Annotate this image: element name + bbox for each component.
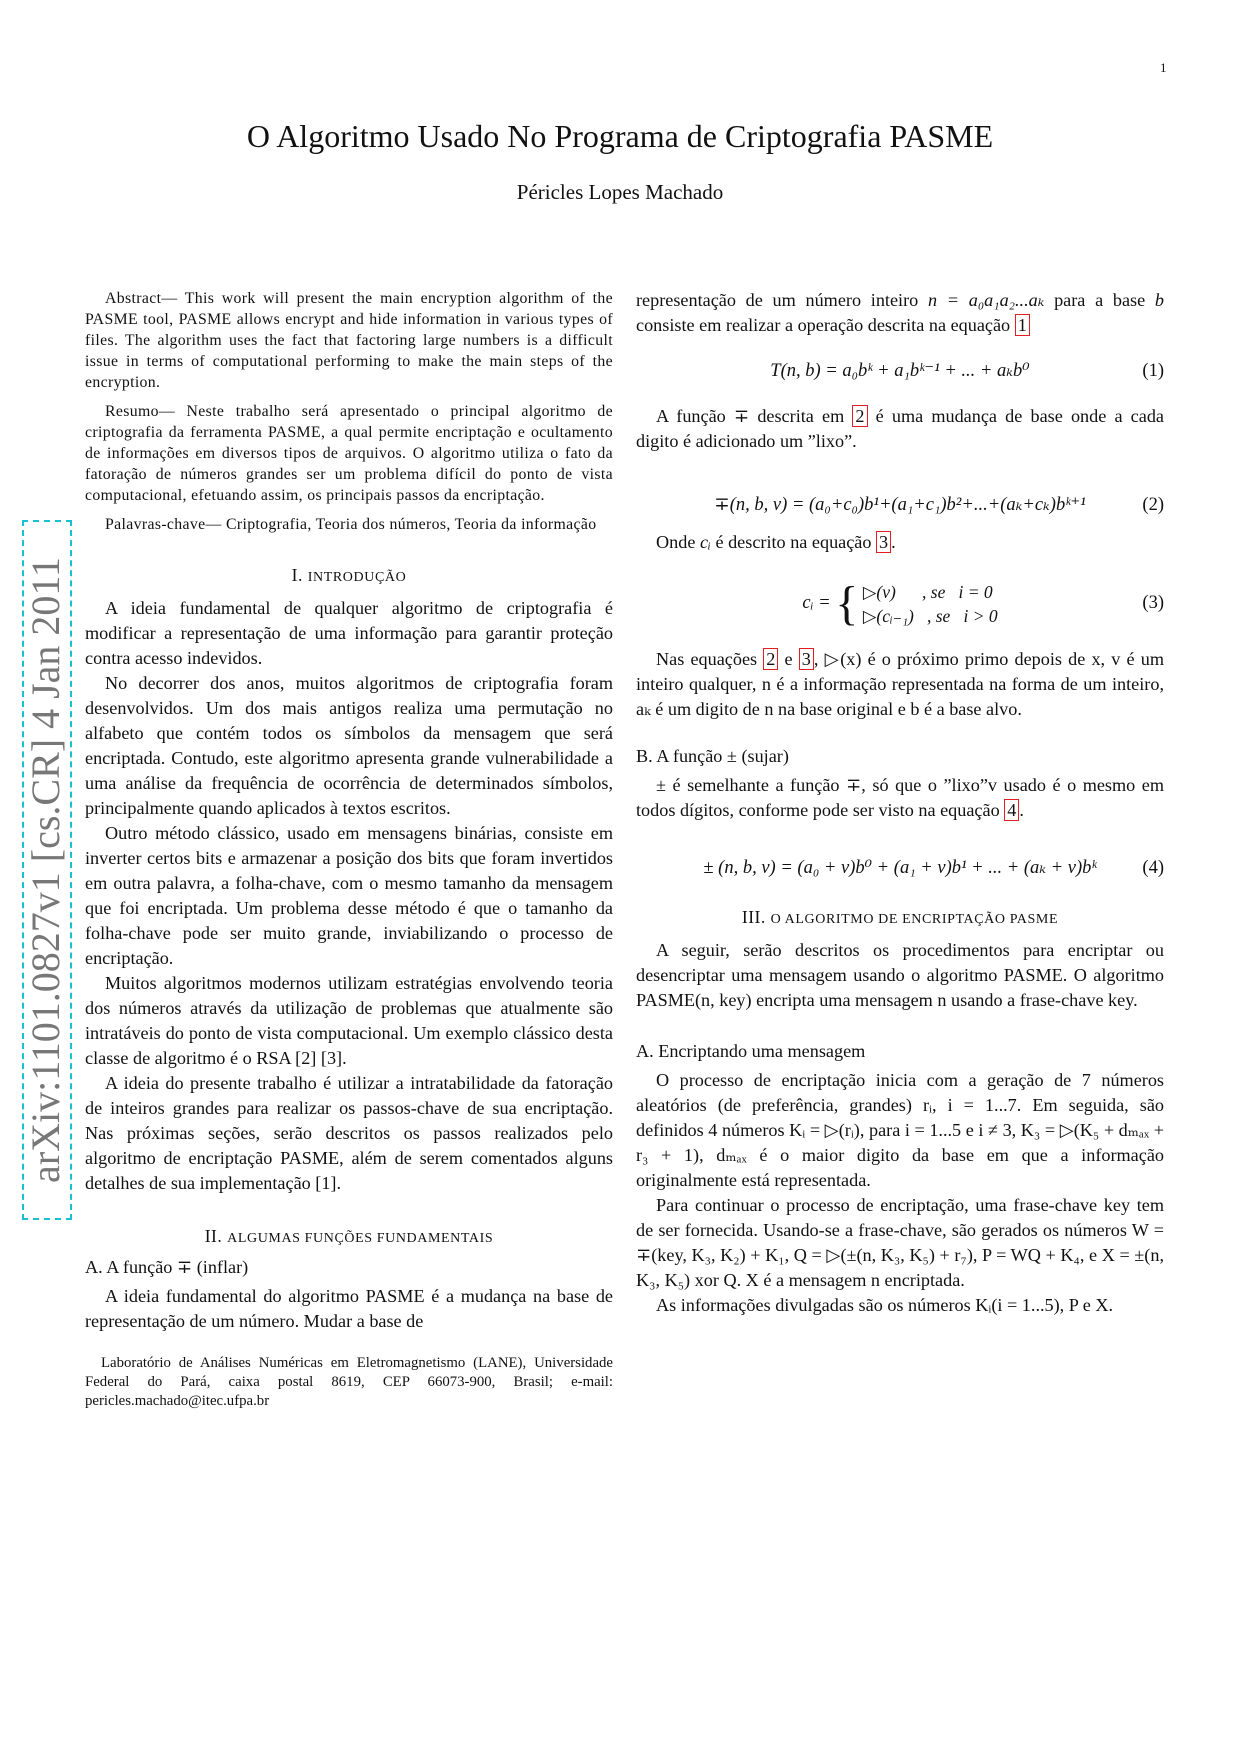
paper-title: O Algoritmo Usado No Programa de Criptografia PASME	[246, 118, 994, 154]
equation-lhs: cᵢ =	[802, 593, 831, 613]
resumo: Resumo— Neste trabalho será apresentado o principal algoritmo de criptografia da ferramenta PASME, a qual permite encriptação e ocultamento de informações em diversos tipos de arquivos. O algoritmo utiliza o fato da fatoração de números grandes ser um problema difícil do ponto de vista computacional, efetuando assim, os principais passos da encriptação.	[85, 403, 613, 504]
paragraph: A ideia do presente trabalho é utilizar a intratabilidade da fatoração de inteiros grandes para realizar os passos-chave de sua encriptação. Nas próximas seções, serão descritos os passos realizados pelo algoritmo de encriptação PASME, além de serem comentados alguns detalhes de sua implementação [1].	[85, 1073, 613, 1193]
equation-number: (4)	[1142, 858, 1164, 878]
footnote: Laboratório de Análises Numéricas em Eletromagnetismo (LANE), Universidade Federal do Pará, caixa postal 8619, CEP 66073-900, Brasil; e-mail: pericles.machado@itec.ufpa.br	[85, 1355, 613, 1409]
text: Onde	[656, 532, 700, 552]
subsection-heading: A. A função ∓ (inflar)	[85, 1257, 249, 1277]
equation-1	[636, 356, 1164, 386]
text: e	[778, 649, 799, 669]
left-column	[85, 288, 613, 1411]
equation-number: (3)	[1142, 593, 1164, 613]
section-title: ALGUMAS FUNÇÕES FUNDAMENTAIS	[227, 1231, 494, 1246]
text: Nas equações	[656, 649, 764, 669]
paragraph	[636, 647, 1164, 722]
paragraph: A seguir, serão descritos os procedimentos para encriptar ou desencriptar uma mensagem usando o algoritmo PASME. O algoritmo PASME(n, key) encripta uma mensagem n usando a frase-chave key.	[636, 940, 1164, 1010]
equation-number: (1)	[1142, 361, 1164, 381]
paragraph: A ideia fundamental do algoritmo PASME é a mudança na base de representação de um número. Mudar a base de	[85, 1286, 613, 1331]
text: A função ∓ descrita em	[656, 406, 853, 426]
subsection-heading: B. A função ± (sujar)	[636, 746, 789, 766]
text: ± é semelhante a função ∓, só que o ”lixo”v usado é o mesmo em todos dígitos, conforme pode ser visto na equação	[636, 775, 1164, 820]
paragraph: No decorrer dos anos, muitos algoritmos de criptografia foram desenvolvidos. Um dos mais antigos realiza uma permutação no alfabeto que contém todos os símbolos da mensagem que será encriptada. Contudo, este algoritmo apresenta grande vulnerabilidade a uma análise da frequência de ocorrência de determinados símbolos, principalmente quando aplicados à textos escritos.	[85, 673, 613, 818]
equation-link[interactable]: 2	[763, 648, 778, 670]
equation-2	[636, 490, 1164, 520]
text: , ▷(x) é o próximo primo depois de x, v é um inteiro qualquer, n é a informação representada na forma de um inteiro, aₖ é um digito de n na base original e b é a base alvo.	[636, 649, 1165, 719]
subsection-heading: A. Encriptando uma mensagem	[636, 1041, 866, 1061]
abstract: Abstract— This work will present the main encryption algorithm of the PASME tool, PASME allows encrypt and hide information in various types of files. The algorithm uses the fact that factoring large numbers is a difficult issue in terms of computational performing to make the main steps of the encryption.	[85, 290, 613, 391]
text: representação de um número inteiro	[636, 290, 928, 310]
section-number: II.	[204, 1226, 223, 1246]
paragraph: Outro método clássico, usado em mensagens binárias, consiste em inverter certos bits e armazenar a posição dos bits que foram invertidos em outra palavra, a folha-chave, com o mesmo tamanho da mensagem que foi encriptada. Um problema desse método é que o tamanho da folha-chave pode ser muito grande, inviabilizando o processo de encriptação.	[85, 823, 613, 968]
case-row: ▷(cᵢ₋₁) , se i > 0	[862, 605, 998, 626]
equation-link[interactable]: 3	[876, 531, 891, 553]
equation-number: (2)	[1142, 495, 1164, 515]
paragraph: O processo de encriptação inicia com a geração de 7 números aleatórios (de preferência, grandes) rᵢ, i = 1...7. Em seguida, são definidos 4 números Kᵢ = ▷(rᵢ), para i = 1...5 e i ≠ 3, K₃ = ▷(K₅ + dₘₐₓ + r₃ + 1), dₘₐₓ é o maior digito da base em que a informação originalmente está representada.	[636, 1070, 1164, 1190]
math: n = a₀a₁a₂...aₖ	[927, 290, 1045, 310]
author: Péricles Lopes Machado	[516, 180, 724, 204]
paragraph: As informações divulgadas são os números Kᵢ(i = 1...5), P e X.	[656, 1295, 1114, 1315]
equation-link[interactable]: 1	[1015, 314, 1030, 336]
arxiv-stamp[interactable]: arXiv:1101.0827v1 [cs.CR] 4 Jan 2011	[22, 520, 72, 1220]
section-title: INTRODUÇÃO	[307, 570, 407, 585]
page-number: 1	[1160, 60, 1167, 75]
paragraph: A ideia fundamental de qualquer algoritmo de criptografia é modificar a representação de uma informação para garantir proteção contra acesso indevidos.	[85, 598, 613, 668]
text: é descrito na equação	[710, 532, 877, 552]
text: .	[891, 532, 896, 552]
equation-link[interactable]: 4	[1004, 799, 1019, 821]
cases	[863, 580, 998, 628]
brace: {	[835, 576, 859, 630]
section-number: I.	[291, 565, 303, 585]
keywords: Palavras-chave— Criptografia, Teoria dos números, Teoria da informação	[105, 516, 597, 533]
paragraph: Muitos algoritmos modernos utilizam estratégias envolvendo teoria dos números através da utilização de problemas que atualmente são intratáveis do ponto de vista computacional. Um exemplo clássico desta classe de algoritmo é o RSA [2] [3].	[85, 973, 613, 1068]
section-title: O ALGORITMO DE ENCRIPTAÇÃO PASME	[770, 912, 1059, 927]
math: b	[1154, 290, 1164, 310]
equation-body: T(n, b) = a₀bᵏ + a₁bᵏ⁻¹ + ... + aₖb⁰	[770, 361, 1030, 381]
equation-link[interactable]: 2	[852, 405, 867, 427]
paragraph	[636, 404, 1164, 454]
text: é uma mudança de base onde a cada digito é adicionado um ”lixo”.	[636, 406, 1164, 451]
section-number: III.	[741, 907, 766, 927]
equation-link[interactable]: 3	[799, 648, 814, 670]
right-column	[636, 288, 1164, 1318]
text: consiste em realizar a operação descrita na equação	[636, 315, 1015, 335]
section-heading-2	[85, 1226, 613, 1247]
equation-4	[636, 853, 1164, 883]
case-row: ▷(v) , se i = 0	[862, 581, 993, 602]
paragraph	[636, 530, 1164, 555]
text: para a base	[1044, 290, 1155, 310]
equation-3	[636, 573, 1164, 633]
text: .	[1019, 800, 1024, 820]
section-heading-1	[85, 565, 613, 586]
math: cᵢ	[699, 532, 711, 552]
equation-body: ∓(n, b, v) = (a₀+c₀)b¹+(a₁+c₁)b²+...+(aₖ+cₖ)bᵏ⁺¹	[714, 495, 1086, 515]
equation-body: ± (n, b, v) = (a₀ + v)b⁰ + (a₁ + v)b¹ + ... + (aₖ + v)bᵏ	[703, 858, 1097, 878]
section-heading-3	[636, 907, 1164, 928]
paragraph: Para continuar o processo de encriptação, uma frase-chave key tem de ser fornecida. Usando-se a frase-chave, são gerados os números W = ∓(key, K₃, K₂) + K₁, Q = ▷(±(n, K₃, K₅) + r₇), P = WQ + K₄, e X = ±(n, K₃, K₅) xor Q. X é a mensagem n encriptada.	[636, 1195, 1164, 1290]
paragraph	[636, 773, 1164, 823]
paragraph	[636, 288, 1164, 338]
